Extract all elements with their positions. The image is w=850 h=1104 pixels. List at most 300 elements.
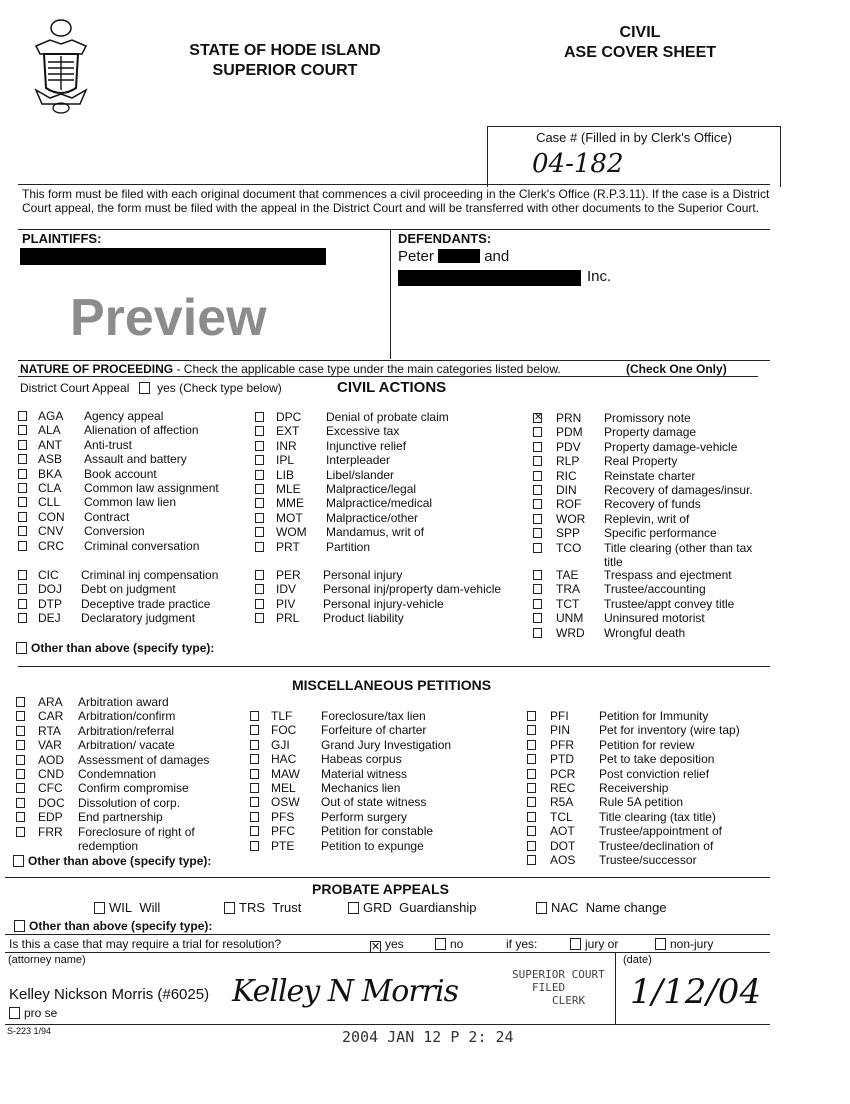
checkbox[interactable] bbox=[18, 599, 27, 609]
case-type-osw[interactable] bbox=[250, 795, 510, 809]
checkbox[interactable] bbox=[255, 513, 264, 523]
case-type-foc[interactable] bbox=[250, 723, 510, 737]
civil-col1b-list bbox=[18, 568, 248, 626]
checkbox[interactable] bbox=[255, 455, 264, 465]
case-type-code: DOC bbox=[38, 795, 65, 810]
probate-label: Will bbox=[139, 900, 161, 915]
checkbox[interactable]: ✕ bbox=[534, 412, 543, 423]
case-type-idv[interactable] bbox=[255, 582, 525, 596]
case-type-prl[interactable] bbox=[255, 611, 525, 625]
checkbox[interactable] bbox=[18, 570, 27, 580]
defendant-first-name: Peter bbox=[398, 248, 434, 265]
stamp-filed: FILED bbox=[532, 981, 566, 994]
case-type-code: TLF bbox=[271, 709, 293, 723]
plaintiffs-label: PLAINTIFFS: bbox=[22, 231, 102, 246]
case-type-code: OSW bbox=[271, 795, 300, 810]
attorney-name-label: (attorney name) bbox=[8, 954, 86, 966]
case-type-rec[interactable] bbox=[527, 781, 777, 795]
case-type-frr[interactable] bbox=[16, 825, 246, 854]
case-number-label: Case # (Filled in by Clerk's Office) bbox=[536, 130, 732, 145]
case-type-code: R5A bbox=[550, 795, 574, 810]
case-type-doj[interactable] bbox=[18, 582, 248, 596]
case-type-pcr[interactable] bbox=[527, 767, 777, 781]
case-type-code: CON bbox=[38, 509, 65, 524]
filed-stamp bbox=[512, 968, 605, 1007]
checkbox[interactable] bbox=[16, 812, 25, 822]
case-type-ala[interactable] bbox=[18, 423, 248, 437]
case-type-cla[interactable] bbox=[18, 481, 248, 495]
case-type-label: Foreclosure of right of redemption bbox=[78, 824, 195, 853]
case-type-label: Grand Jury Investigation bbox=[321, 737, 452, 752]
case-type-label: Habeas corpus bbox=[321, 752, 402, 767]
probate-nac-checkbox[interactable] bbox=[536, 902, 547, 914]
case-type-gji[interactable] bbox=[250, 738, 510, 752]
attorney-signature: Kelley N Morris bbox=[232, 974, 459, 1009]
case-type-label: Title clearing (other than tax title bbox=[604, 540, 753, 569]
case-number-box bbox=[487, 126, 781, 187]
case-type-label: Trustee/accounting bbox=[604, 582, 706, 597]
checkbox[interactable] bbox=[18, 425, 27, 435]
case-type-code: VAR bbox=[38, 738, 62, 753]
case-number-value[interactable]: 04-182 bbox=[532, 149, 624, 179]
case-type-asb[interactable] bbox=[18, 452, 248, 466]
district-appeal-label: District Court Appeal bbox=[20, 381, 130, 395]
checkbox[interactable] bbox=[527, 711, 536, 721]
checkbox[interactable] bbox=[255, 599, 264, 609]
checkbox[interactable] bbox=[533, 485, 542, 495]
date-label: (date) bbox=[623, 954, 652, 966]
checkbox[interactable] bbox=[255, 426, 264, 436]
checkbox[interactable] bbox=[18, 613, 27, 623]
case-type-label: Personal inj/property dam-vehicle bbox=[323, 582, 502, 597]
case-type-cnv[interactable] bbox=[18, 524, 248, 538]
probate-wil-checkbox[interactable] bbox=[94, 902, 105, 914]
case-type-car[interactable] bbox=[16, 709, 246, 723]
case-type-unm[interactable] bbox=[533, 611, 763, 625]
case-type-label: Interpleader bbox=[326, 453, 391, 468]
case-type-label: Material witness bbox=[321, 766, 408, 781]
case-type-label: Receivership bbox=[599, 780, 669, 795]
checkbox[interactable] bbox=[16, 798, 25, 808]
case-type-tra[interactable] bbox=[533, 582, 763, 596]
checkbox[interactable] bbox=[255, 542, 264, 552]
case-type-code: CIC bbox=[38, 568, 59, 582]
case-type-label: Declaratory judgment bbox=[81, 611, 196, 626]
case-type-code: PCR bbox=[550, 766, 576, 781]
checkbox[interactable] bbox=[16, 740, 25, 750]
case-type-label: Title clearing (tax title) bbox=[599, 809, 716, 824]
checkbox[interactable] bbox=[250, 725, 259, 735]
case-type-din[interactable] bbox=[533, 483, 763, 497]
case-type-per[interactable] bbox=[255, 568, 525, 582]
case-type-label: Trustee/successor bbox=[599, 852, 697, 867]
case-type-label: Forfeiture of charter bbox=[321, 723, 427, 738]
case-type-label: Alienation of affection bbox=[84, 423, 199, 438]
case-type-code: HAC bbox=[271, 752, 297, 767]
checkbox[interactable] bbox=[18, 584, 27, 594]
case-type-code: PRT bbox=[276, 539, 300, 554]
jury-checkbox[interactable] bbox=[570, 938, 581, 950]
case-type-wom[interactable] bbox=[255, 525, 525, 539]
case-type-con[interactable] bbox=[18, 510, 248, 524]
case-type-code: PFI bbox=[550, 709, 569, 723]
checkbox[interactable] bbox=[250, 797, 259, 807]
checkbox[interactable] bbox=[16, 726, 25, 736]
checkbox[interactable] bbox=[527, 841, 536, 851]
civil-col3a-list bbox=[533, 411, 763, 569]
form-number: S-223 1/94 bbox=[7, 1026, 52, 1036]
checkbox[interactable] bbox=[18, 526, 27, 536]
case-type-code: PRL bbox=[276, 611, 300, 626]
case-type-crc[interactable] bbox=[18, 539, 248, 553]
case-type-code: AOD bbox=[38, 752, 65, 767]
checkbox[interactable] bbox=[250, 740, 259, 750]
case-type-lib[interactable] bbox=[255, 468, 525, 482]
checkbox[interactable] bbox=[533, 442, 542, 452]
case-type-label: Recovery of damages/insur. bbox=[604, 482, 753, 497]
probate-label: Name change bbox=[585, 900, 667, 915]
checkbox[interactable] bbox=[527, 797, 536, 807]
case-type-label: Criminal conversation bbox=[84, 538, 200, 553]
checkbox[interactable] bbox=[250, 754, 259, 764]
checkbox[interactable] bbox=[250, 769, 259, 779]
case-type-ext[interactable] bbox=[255, 424, 525, 438]
probate-other-label: Other than above (specify type): bbox=[29, 919, 213, 933]
case-type-label: Pet for inventory (wire tap) bbox=[599, 723, 740, 738]
case-type-label: Rule 5A petition bbox=[599, 795, 684, 810]
case-type-cfc[interactable] bbox=[16, 781, 246, 795]
case-type-wor[interactable] bbox=[533, 512, 763, 526]
checkbox[interactable] bbox=[16, 769, 25, 779]
attorney-name[interactable]: Kelley Nickson Morris (#6025) bbox=[9, 986, 210, 1003]
civil-other-label: Other than above (specify type): bbox=[31, 641, 215, 655]
case-type-cnd[interactable] bbox=[16, 767, 246, 781]
case-type-tco[interactable] bbox=[533, 541, 763, 570]
non-jury-label: non-jury bbox=[670, 937, 714, 951]
case-type-code: FOC bbox=[271, 723, 297, 738]
checkbox[interactable] bbox=[255, 412, 264, 422]
case-type-maw[interactable] bbox=[250, 767, 510, 781]
case-type-label: Specific performance bbox=[604, 526, 717, 541]
case-type-rof[interactable] bbox=[533, 497, 763, 511]
case-type-code: ASB bbox=[38, 452, 63, 467]
misc-col2-list bbox=[250, 709, 510, 853]
case-type-dpc[interactable] bbox=[255, 410, 525, 424]
case-type-ara[interactable] bbox=[16, 695, 246, 709]
checkbox[interactable] bbox=[533, 628, 542, 638]
case-type-ipl[interactable] bbox=[255, 453, 525, 467]
checkbox[interactable] bbox=[255, 498, 264, 508]
case-type-inr[interactable] bbox=[255, 439, 525, 453]
case-type-label: Denial of probate claim bbox=[326, 410, 449, 424]
checkbox[interactable] bbox=[527, 826, 536, 836]
case-type-piv[interactable] bbox=[255, 597, 525, 611]
case-type-mme[interactable] bbox=[255, 496, 525, 510]
checkbox[interactable] bbox=[250, 826, 259, 836]
case-type-hac[interactable] bbox=[250, 752, 510, 766]
probate-code: TRS bbox=[239, 900, 265, 915]
case-type-label: Assessment of damages bbox=[78, 752, 210, 767]
case-type-label: Injunctive relief bbox=[326, 438, 407, 453]
district-appeal-checkbox[interactable] bbox=[139, 382, 150, 394]
civil-actions-heading: CIVIL ACTIONS bbox=[337, 379, 447, 396]
checkbox[interactable] bbox=[18, 440, 27, 450]
case-type-wrd[interactable] bbox=[533, 626, 763, 640]
probate-trs-checkbox[interactable] bbox=[224, 902, 235, 914]
trial-no-checkbox[interactable] bbox=[435, 938, 446, 950]
case-type-pfr[interactable] bbox=[527, 738, 777, 752]
case-type-label: Criminal inj compensation bbox=[81, 568, 219, 582]
case-type-aot[interactable] bbox=[527, 824, 777, 838]
probate-label: Trust bbox=[272, 900, 302, 915]
probate-other-checkbox[interactable] bbox=[14, 920, 25, 932]
checkbox[interactable] bbox=[533, 456, 542, 466]
checkbox[interactable] bbox=[18, 411, 27, 421]
case-type-label: Arbitration award bbox=[78, 695, 169, 709]
form-title-civil: CIVIL bbox=[619, 24, 661, 41]
probate-label: Guardianship bbox=[399, 900, 477, 915]
filing-date[interactable]: 1/12/04 bbox=[630, 972, 762, 1012]
checkbox[interactable] bbox=[533, 499, 542, 509]
case-type-label: Arbitration/referral bbox=[78, 723, 175, 738]
redacted-defendant-surname bbox=[438, 249, 480, 263]
defendant-and: and bbox=[484, 248, 510, 265]
checkbox[interactable] bbox=[533, 543, 542, 553]
trial-yes-checkbox[interactable]: ✕ bbox=[371, 941, 381, 953]
non-jury-checkbox[interactable] bbox=[655, 938, 666, 950]
case-type-tlf[interactable] bbox=[250, 709, 510, 723]
case-type-code: CLA bbox=[38, 480, 62, 495]
case-type-var[interactable] bbox=[16, 738, 246, 752]
case-type-aga[interactable] bbox=[18, 409, 248, 423]
checkbox[interactable] bbox=[533, 599, 542, 609]
case-type-rta[interactable] bbox=[16, 724, 246, 738]
case-type-ptd[interactable] bbox=[527, 752, 777, 766]
case-type-code: MEL bbox=[271, 780, 296, 795]
checkbox[interactable] bbox=[527, 740, 536, 750]
case-type-label: Out of state witness bbox=[321, 795, 427, 810]
case-type-code: DPC bbox=[276, 410, 302, 424]
case-type-code: FRR bbox=[38, 824, 63, 839]
pro-se-checkbox[interactable] bbox=[9, 1007, 20, 1019]
case-type-code: MOT bbox=[276, 510, 303, 525]
case-type-code: PFR bbox=[550, 737, 574, 752]
case-type-doc[interactable] bbox=[16, 796, 246, 810]
misc-col3-list bbox=[527, 709, 777, 867]
checkbox[interactable] bbox=[16, 711, 25, 721]
case-type-pfc[interactable] bbox=[250, 824, 510, 838]
checkbox[interactable] bbox=[18, 541, 27, 551]
case-type-pte[interactable] bbox=[250, 839, 510, 853]
case-type-code: SPP bbox=[556, 526, 581, 541]
case-type-label: Petition for constable bbox=[321, 824, 434, 839]
checkbox[interactable] bbox=[255, 527, 264, 537]
case-type-code: TRA bbox=[556, 582, 580, 597]
probate-code: NAC bbox=[551, 900, 579, 915]
checkbox[interactable] bbox=[18, 454, 27, 464]
case-type-pfs[interactable] bbox=[250, 810, 510, 824]
case-type-label: Mechanics lien bbox=[321, 780, 401, 795]
case-type-cll[interactable] bbox=[18, 495, 248, 509]
case-type-code: IDV bbox=[276, 582, 297, 597]
civil-col3b-list bbox=[533, 568, 763, 640]
checkbox[interactable] bbox=[16, 783, 25, 793]
checkbox[interactable] bbox=[527, 855, 536, 865]
case-type-dtp[interactable] bbox=[18, 597, 248, 611]
case-type-label: Confirm compromise bbox=[78, 781, 189, 796]
case-type-code: ANT bbox=[38, 437, 62, 452]
case-type-label: Mandamus, writ of bbox=[326, 525, 425, 540]
checkbox[interactable] bbox=[18, 497, 27, 507]
case-type-pin[interactable] bbox=[527, 723, 777, 737]
case-type-mle[interactable] bbox=[255, 482, 525, 496]
checkbox[interactable] bbox=[255, 584, 264, 594]
case-type-label: Uninsured motorist bbox=[604, 611, 705, 626]
case-type-label: Partition bbox=[326, 539, 371, 554]
case-type-cic[interactable] bbox=[18, 568, 248, 582]
trial-yes-label: yes bbox=[385, 937, 404, 951]
state-seal bbox=[32, 16, 90, 114]
case-type-label: Petition for review bbox=[599, 737, 695, 752]
case-type-code: PRN bbox=[556, 411, 582, 425]
checkbox[interactable] bbox=[18, 469, 27, 479]
case-type-code: TCL bbox=[550, 809, 573, 824]
checkbox[interactable] bbox=[533, 613, 542, 623]
checkbox[interactable] bbox=[527, 769, 536, 779]
case-type-code: CFC bbox=[38, 781, 63, 796]
case-type-label: Recovery of funds bbox=[604, 497, 701, 512]
checkbox[interactable] bbox=[250, 783, 259, 793]
case-type-aod[interactable] bbox=[16, 753, 246, 767]
checkbox[interactable] bbox=[533, 471, 542, 481]
case-type-r5a[interactable] bbox=[527, 795, 777, 809]
case-type-code: PIN bbox=[550, 723, 571, 738]
checkbox[interactable] bbox=[255, 470, 264, 480]
checkbox[interactable] bbox=[527, 725, 536, 735]
case-type-label: Trustee/appointment of bbox=[599, 824, 722, 839]
civil-col2a-list bbox=[255, 410, 525, 554]
case-type-code: REC bbox=[550, 780, 576, 795]
case-type-label: Reinstate charter bbox=[604, 468, 696, 483]
case-type-prn[interactable] bbox=[533, 411, 763, 425]
trial-no-label: no bbox=[450, 937, 464, 951]
checkbox[interactable] bbox=[533, 427, 542, 437]
case-type-code: RTA bbox=[38, 723, 61, 738]
probate-grd-checkbox[interactable] bbox=[348, 902, 359, 914]
checkbox[interactable] bbox=[255, 441, 264, 451]
case-type-prt[interactable] bbox=[255, 540, 525, 554]
checkbox[interactable] bbox=[527, 783, 536, 793]
checkbox[interactable] bbox=[16, 827, 25, 837]
case-type-bka[interactable] bbox=[18, 467, 248, 481]
checkbox[interactable] bbox=[18, 483, 27, 493]
case-type-dot[interactable] bbox=[527, 839, 777, 853]
case-type-label: Common law assignment bbox=[84, 480, 219, 495]
checkbox[interactable] bbox=[533, 528, 542, 538]
misc-other-label: Other than above (specify type): bbox=[28, 854, 212, 868]
trial-question: Is this a case that may require a trial for resolution? bbox=[9, 937, 282, 951]
checkbox[interactable] bbox=[527, 812, 536, 822]
case-type-mel[interactable] bbox=[250, 781, 510, 795]
case-type-label: Agency appeal bbox=[84, 409, 164, 423]
case-type-code: DTP bbox=[38, 596, 62, 611]
case-type-code: MLE bbox=[276, 481, 301, 496]
checkbox[interactable] bbox=[533, 514, 542, 524]
case-type-ric[interactable] bbox=[533, 469, 763, 483]
case-type-code: TAE bbox=[556, 568, 579, 582]
case-type-label: Malpractice/other bbox=[326, 510, 419, 525]
misc-other-checkbox[interactable] bbox=[13, 855, 24, 867]
misc-petitions-heading: MISCELLANEOUS PETITIONS bbox=[292, 677, 492, 693]
checkbox[interactable] bbox=[533, 584, 542, 594]
case-type-tae[interactable] bbox=[533, 568, 763, 582]
checkbox[interactable] bbox=[255, 570, 264, 580]
case-type-dej[interactable] bbox=[18, 611, 248, 625]
checkbox[interactable] bbox=[250, 841, 259, 851]
case-type-label: Conversion bbox=[84, 524, 145, 539]
case-type-code: PIV bbox=[276, 596, 296, 611]
checkbox[interactable] bbox=[18, 512, 27, 522]
civil-other-checkbox[interactable] bbox=[16, 642, 27, 654]
case-type-pdv[interactable] bbox=[533, 440, 763, 454]
case-type-label: Personal injury-vehicle bbox=[323, 596, 444, 611]
case-type-code: TCO bbox=[556, 540, 582, 555]
checkbox[interactable] bbox=[16, 697, 25, 707]
case-type-code: MME bbox=[276, 496, 304, 511]
case-type-label: Property damage bbox=[604, 425, 697, 440]
checkbox[interactable] bbox=[250, 812, 259, 822]
checkbox[interactable] bbox=[255, 613, 264, 623]
checkbox[interactable] bbox=[533, 570, 542, 580]
case-type-label: Condemnation bbox=[78, 766, 157, 781]
case-type-code: RLP bbox=[556, 454, 580, 469]
case-type-code: EXT bbox=[276, 424, 300, 439]
case-type-code: PER bbox=[276, 568, 301, 582]
case-type-code: PFC bbox=[271, 824, 295, 839]
case-type-code: PFS bbox=[271, 809, 295, 824]
checkbox[interactable] bbox=[527, 754, 536, 764]
case-type-tct[interactable] bbox=[533, 597, 763, 611]
checkbox[interactable] bbox=[250, 711, 259, 721]
case-type-edp[interactable] bbox=[16, 810, 246, 824]
case-type-pdm[interactable] bbox=[533, 425, 763, 439]
case-type-tcl[interactable] bbox=[527, 810, 777, 824]
case-type-label: Deceptive trade practice bbox=[81, 596, 211, 611]
case-type-code: DOJ bbox=[38, 582, 62, 597]
case-type-ant[interactable] bbox=[18, 438, 248, 452]
case-type-code: ALA bbox=[38, 423, 61, 438]
case-type-code: BKA bbox=[38, 466, 63, 481]
checkbox[interactable] bbox=[255, 484, 264, 494]
defendant-company-suffix: Inc. bbox=[587, 268, 612, 285]
case-type-label: Excessive tax bbox=[326, 424, 400, 439]
case-type-label: Book account bbox=[84, 466, 157, 481]
case-type-label: Replevin, writ of bbox=[604, 511, 690, 526]
case-type-mot[interactable] bbox=[255, 511, 525, 525]
case-type-label: Common law lien bbox=[84, 495, 177, 510]
case-type-aos[interactable] bbox=[527, 853, 777, 867]
case-type-label: Arbitration/ vacate bbox=[78, 738, 175, 753]
case-type-label: Assault and battery bbox=[84, 452, 187, 467]
case-type-pfi[interactable] bbox=[527, 709, 777, 723]
pro-se-label: pro se bbox=[24, 1006, 58, 1020]
case-type-rlp[interactable] bbox=[533, 454, 763, 468]
checkbox[interactable] bbox=[16, 755, 25, 765]
case-type-spp[interactable] bbox=[533, 526, 763, 540]
case-type-label: Personal injury bbox=[323, 568, 403, 582]
time-stamp: 2004 JAN 12 P 2: 24 bbox=[342, 1028, 514, 1046]
instructions-text: This form must be filed with each original document that commences a civil proceeding in the Clerk's Office (R.P.3.11). If the case is a District Court appeal, the form must be filed with the appeal in the District Court and will be transferred with other documents to the Superior Court. bbox=[22, 187, 770, 215]
